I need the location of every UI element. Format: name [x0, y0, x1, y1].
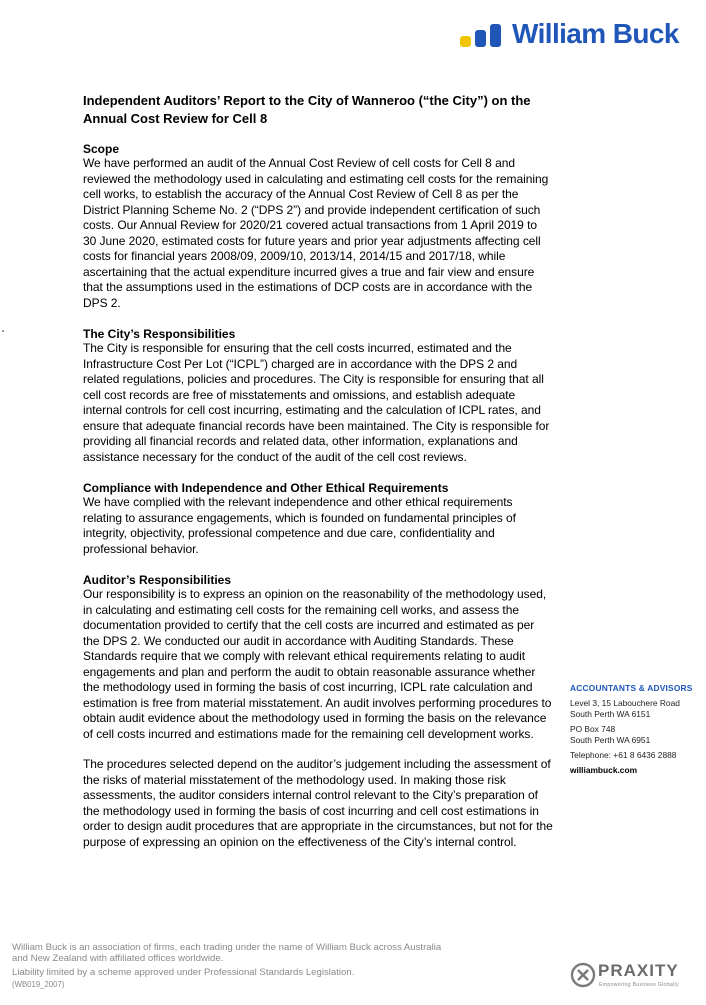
section-scope: [83, 142, 553, 311]
compliance-heading: Compliance with Independence and Other Ethical Requirements: [83, 481, 449, 495]
footer-code: (WB019_2007): [12, 980, 65, 989]
praxity-logo: [570, 960, 700, 994]
page-footer: [12, 942, 532, 990]
report-title: Independent Auditors’ Report to the City of Wanneroo (“the City”) on the Annual Cost Review for Cell 8: [83, 93, 531, 126]
section-auditor-responsibilities: [83, 573, 553, 850]
logo-mark-icon: [460, 22, 510, 52]
scope-text: We have performed an audit of the Annual Cost Review of cell costs for Cell 8 and reviewed the methodology used in calculating and estimating cell costs for the remaining cell works, to establish the accuracy of the Annual Cost Review of Cell 8 as per the District Planning Scheme No. 2 (“DPS 2”) and provide independent certification of such costs. Our Annual Review for 2020/21 covered actual transactions from 1 April 2019 to 30 June 2020, estimated costs for future years and prior year adjustments affecting cell costs for financial years 2008/09, 2009/10, 2013/14, 2014/15 and 2017/18, while ascertaining that the actual expenditure incurred gives a true and fair view and ensure that the assumptions used in the estimations of DCP costs are in accordance with the DPS 2.: [83, 156, 549, 310]
footer-line-3: Liability limited by a scheme approved under Professional Standards Legislation.: [12, 967, 355, 978]
report-body: [83, 92, 553, 866]
praxity-tagline: Empowering Business Globally: [599, 982, 679, 988]
section-compliance: [83, 481, 553, 557]
responsibilities-text: The City is responsible for ensuring that the cell costs incurred, estimated and the Infrastructure Cost Per Lot (“ICPL”) charged are in accordance with the DPS 2 and related regulations, policies and procedures. The City is responsible for ensuring that all cell cost records are free of misstatements and omissions, and establish adequate internal controls for cell cost incurring, estimating and the calculation of ICPL rates, and ensure that adequate financial records have been maintained. The City is responsible for providing all financial records and related data, other information, explanations and assistance necessary for the conduct of the audit of the cell cost reviews.: [83, 341, 550, 464]
footer-line-1: William Buck is an association of firms, each trading under the name of William Buck across Australia: [12, 942, 442, 953]
website-link[interactable]: williambuck.com: [570, 765, 638, 775]
address-line-1: Level 3, 15 Labouchere Road: [570, 698, 680, 708]
auditor-heading: Auditor’s Responsibilities: [83, 573, 232, 587]
responsibilities-heading: The City’s Responsibilities: [83, 327, 236, 341]
pobox-line-1: PO Box 748: [570, 724, 616, 734]
scope-heading: Scope: [83, 142, 120, 156]
postal-address: [570, 724, 700, 746]
praxity-wordmark: PRAXITY: [598, 961, 679, 980]
auditor-text-2: The procedures selected depend on the auditor’s judgement including the assessment of the risks of material misstatement of the methodology used. In making those risk assessments, the auditor considers internal control relevant to the City’s preparation of the methodology used in forming the basis of cost incurring and cell cost estimations in order to design audit procedures that are appropriate in the circumstances, but not for the purpose of expressing an opinion on the effectiveness of the City’s internal control.: [83, 757, 553, 849]
phone-number: Telephone: +61 8 6436 2888: [570, 750, 677, 760]
contact-sidebar: [570, 683, 700, 776]
william-buck-logo: [460, 20, 700, 54]
sidebar-tagline: ACCOUNTANTS & ADVISORS: [570, 683, 693, 693]
compliance-text: We have complied with the relevant independence and other ethical requirements relating to assurance engagements, which is founded on fundamental principles of integrity, objectivity, professional competence and due care, confidentiality and professional behavior.: [83, 495, 516, 556]
logo-wordmark: William Buck: [512, 18, 679, 49]
auditor-text-1: Our responsibility is to express an opinion on the reasonability of the methodology used, in calculating and estimating cell costs for the remaining cell works, and assess the documentation provided to certify that the cell costs are incurred and estimated as per the DPS 2. We conducted our audit in accordance with Auditing Standards. These Standards require that we comply with relevant ethical requirements relating to audit engagements and plan and perform the audit to obtain reasonable assurance whether the methodology used in forming the basis of cost incurring, ICPL rate calculation and estimation is free from material misstatement. An audit involves performing procedures to obtain audit evidence about the methodology used in forming the basis on the relevance of cell costs incurred and estimations made for the remaining cell development works.: [83, 587, 552, 741]
pobox-line-2: South Perth WA 6951: [570, 735, 651, 745]
section-city-responsibilities: [83, 327, 553, 465]
office-address: [570, 698, 700, 720]
praxity-mark-icon: [570, 962, 596, 988]
margin-mark: [2, 330, 4, 332]
footer-line-2: and New Zealand with affiliated offices worldwide.: [12, 953, 224, 964]
address-line-2: South Perth WA 6151: [570, 709, 651, 719]
